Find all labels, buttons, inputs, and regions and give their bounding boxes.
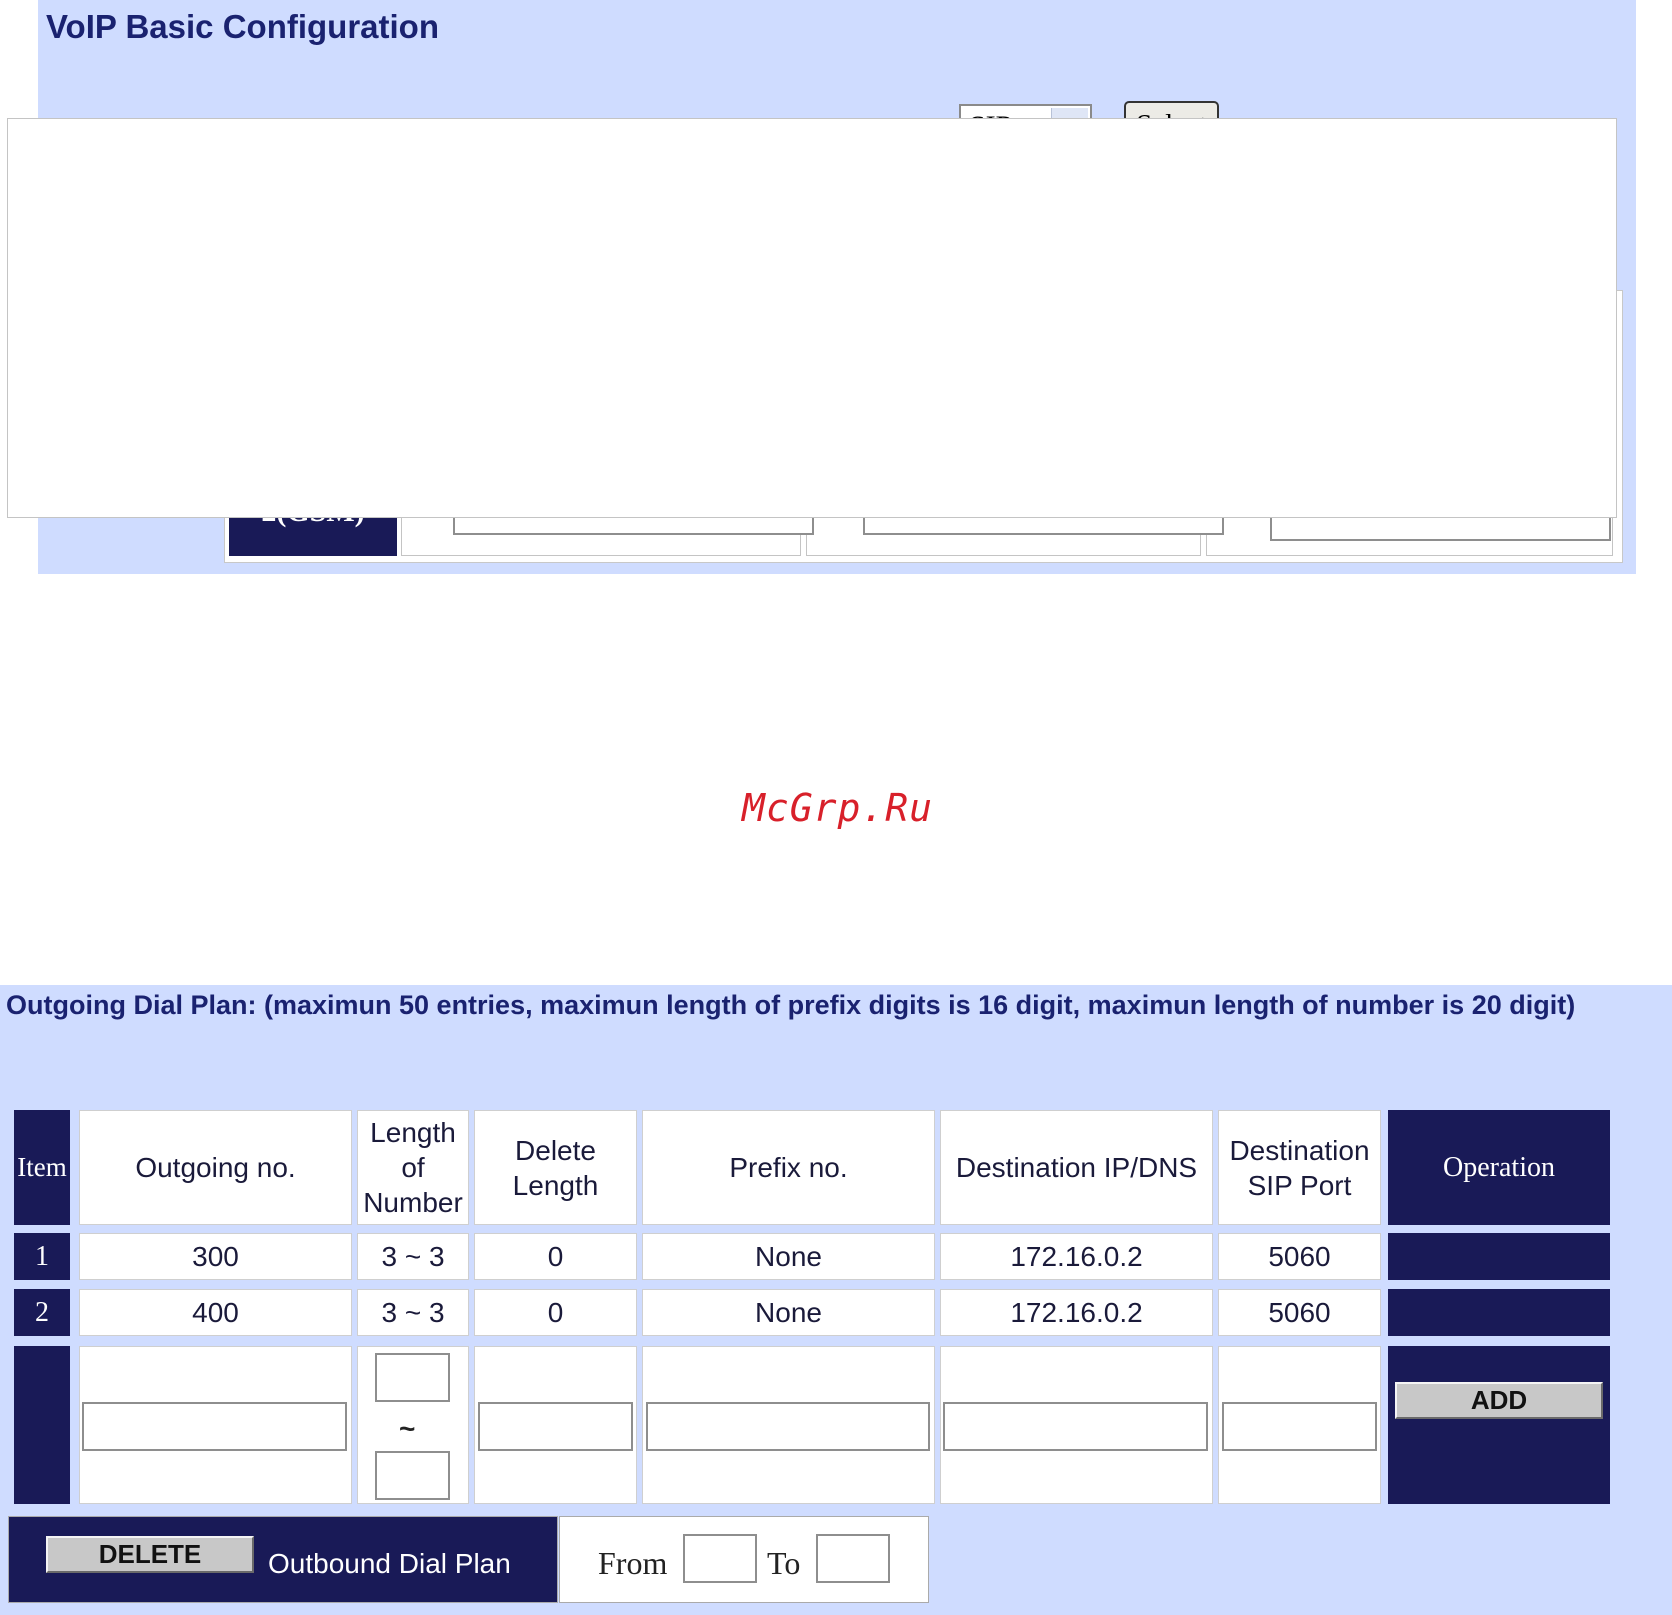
delete-from-input[interactable] [683, 1534, 757, 1583]
dial-plan-table [7, 118, 1617, 518]
delete-length-input[interactable] [478, 1402, 633, 1451]
header-length-of-number [357, 1110, 469, 1225]
cell-prefix-1: None [642, 1233, 935, 1280]
delete-label: Outbound Dial Plan [268, 1548, 511, 1579]
header-dest-ip-label: Destination IP/DNS [955, 1152, 1198, 1183]
from-label: From [598, 1545, 668, 1581]
dial-plan-title: Outgoing Dial Plan: (maximun 50 entries, maximun length of prefix digits is 16 digit, maximun length of number is 20 digit) [6, 990, 1576, 1020]
cell-outgoing-2: 400 [79, 1289, 352, 1336]
page-title: VoIP Basic Configuration [46, 8, 439, 45]
row-item-2: 2 [14, 1289, 70, 1336]
header-dest-port-label: Destination SIP Port [1229, 1134, 1370, 1201]
cell-delete-length-1: 0 [474, 1233, 637, 1280]
header-outgoing-no [79, 1110, 352, 1225]
cell-dest-ip-2: 172.16.0.2 [940, 1289, 1213, 1336]
header-outgoing-no-label: Outgoing no. [135, 1152, 296, 1183]
length-range-tilde: ~ [399, 1413, 416, 1444]
cell-length-2: 3 ~ 3 [357, 1289, 469, 1336]
add-button[interactable]: ADD [1395, 1382, 1603, 1419]
new-entry-item [14, 1346, 70, 1504]
header-destination-port [1218, 1110, 1381, 1225]
cell-dest-ip-1: 172.16.0.2 [940, 1233, 1213, 1280]
cell-dest-port-2: 5060 [1218, 1289, 1381, 1336]
cell-delete-length-2: 0 [474, 1289, 637, 1336]
header-length-label: Length of Number [363, 1117, 463, 1218]
destination-ip-input[interactable] [943, 1402, 1208, 1451]
length-min-input[interactable] [375, 1353, 450, 1402]
watermark: McGrp.Ru [742, 786, 934, 830]
header-delete-length [474, 1110, 637, 1225]
header-delete-length-label: Delete Length [512, 1134, 599, 1201]
cell-length-1: 3 ~ 3 [357, 1233, 469, 1280]
outgoing-no-input[interactable] [82, 1402, 347, 1451]
header-prefix-no [642, 1110, 935, 1225]
cell-operation-2 [1388, 1289, 1610, 1336]
delete-button[interactable]: DELETE [46, 1536, 254, 1573]
to-label: To [767, 1545, 801, 1581]
new-entry-operation-cell [1388, 1346, 1610, 1504]
header-destination-ip [940, 1110, 1213, 1225]
row-item-1: 1 [14, 1233, 70, 1280]
header-prefix-label: Prefix no. [729, 1152, 848, 1183]
header-item: Item [14, 1110, 70, 1225]
cell-prefix-2: None [642, 1289, 935, 1336]
cell-outgoing-1: 300 [79, 1233, 352, 1280]
header-operation: Operation [1388, 1110, 1610, 1225]
delete-to-input[interactable] [816, 1534, 890, 1583]
cell-operation-1 [1388, 1233, 1610, 1280]
length-max-input[interactable] [375, 1451, 450, 1500]
prefix-no-input[interactable] [646, 1402, 930, 1451]
cell-dest-port-1: 5060 [1218, 1233, 1381, 1280]
destination-port-input[interactable] [1222, 1402, 1377, 1451]
